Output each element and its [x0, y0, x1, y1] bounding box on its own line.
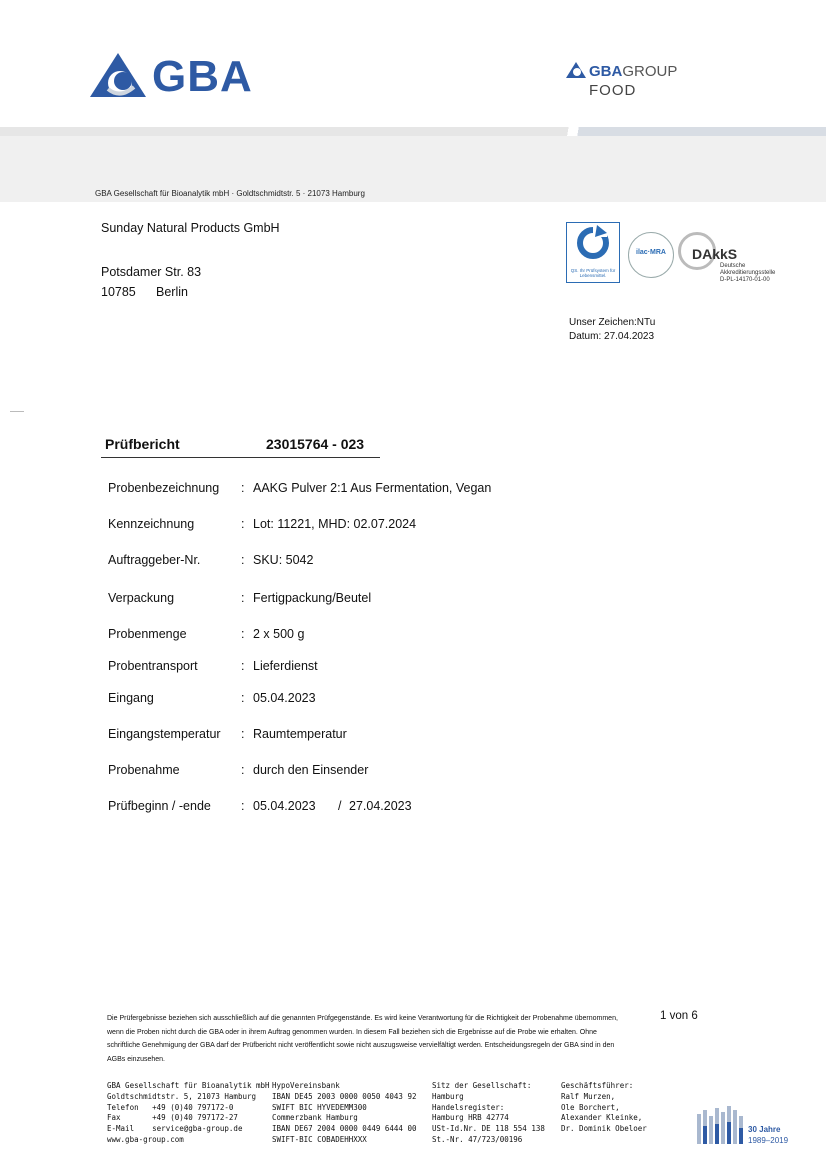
field-label: Probentransport: [108, 659, 198, 673]
anniversary-logo-icon: [697, 1104, 743, 1146]
footer-registry: Sitz der Gesellschaft: Hamburg Handelsregister: Hamburg HRB 42774 USt-Id.Nr. DE 118 554 138 St.-Nr. 47/723/00196: [432, 1081, 545, 1144]
field-label: Verpackung: [108, 591, 175, 605]
title-underline: [101, 457, 380, 458]
recipient-city: Berlin: [156, 285, 188, 299]
footer-management: Geschäftsführer: Ralf Murzen, Ole Borchert, Alexander Kleinke, Dr. Dominik Obeloer: [561, 1081, 647, 1134]
field-label: Kennzeichnung: [108, 517, 195, 531]
ilac-mra-logo: ilac·MRA: [628, 232, 674, 278]
footer-bank: HypoVereinsbank IBAN DE45 2003 0000 0050 4043 92 SWIFT BIC HYVEDEMM300 Commerzbank Hamburg IBAN DE67 2004 0000 0449 6444 00 SWIFT-BIC COBADEHHXXX: [272, 1081, 417, 1144]
field-colon: :: [241, 553, 245, 567]
header-stripe: [0, 127, 826, 136]
field-colon: :: [241, 691, 245, 705]
disclaimer: Die Prüfergebnisse beziehen sich ausschließlich auf die genannten Prüfgegenstände. Es wird keine Verantwortung für die Richtigkeit der Probenahme übernommen, wenn die Proben nicht durch die GBA oder in ihrem Auftrag genommen wurden. In diesem Fall beziehen sich die Ergebnisse auf die Probe wie erhalten. Ohne schriftliche Genehmigung der GBA darf der Prüfbericht nicht veröffentlicht sowie nicht auszugsweise vervielfältigt werden. Entscheidungsregeln der GBA sind in den AGBs einzusehen.: [107, 1015, 618, 1063]
field-label: Prüfbeginn / -ende: [108, 799, 211, 813]
field-colon: :: [241, 799, 245, 813]
field-label: Probenmenge: [108, 627, 187, 641]
field-value: 05.04.2023: [253, 691, 316, 705]
gba-group-food: FOOD: [589, 82, 637, 99]
gba-group-logo-icon: [566, 62, 586, 78]
field-value: durch den Einsender: [253, 763, 369, 777]
page-indicator: 1 von 6: [660, 1010, 698, 1022]
report-number: 23015764 - 023: [266, 436, 365, 452]
anniversary-years: 1989–2019: [748, 1136, 789, 1145]
anniversary-title: 30 Jahre: [748, 1125, 781, 1134]
field-value: AAKG Pulver 2:1 Aus Fermentation, Vegan: [253, 481, 492, 495]
qs-arrow-icon: [567, 223, 619, 263]
field-label: Eingang: [108, 691, 154, 705]
gba-logo-icon: [90, 53, 146, 97]
report-title: Prüfbericht: [105, 436, 180, 452]
field-value: SKU: 5042: [253, 553, 314, 567]
qs-label: QS. Ihr Prüfsystem für Lebensmittel.: [570, 268, 616, 278]
gba-group-logo: GBAGROUP: [589, 63, 678, 80]
field-label: Auftraggeber-Nr.: [108, 553, 201, 567]
field-value: Fertigpackung/Beutel: [253, 591, 372, 605]
field-colon: :: [241, 517, 245, 531]
document-date: Datum: 27.04.2023: [569, 331, 655, 342]
dakks-logo: DAkkS: [692, 246, 738, 262]
qs-certification-logo: [566, 222, 620, 283]
field-colon: :: [241, 627, 245, 641]
dakks-subtitle: Deutsche Akkreditierungsstelle D-PL-14170-01-00: [720, 263, 776, 283]
field-value: 05.04.2023: [253, 799, 316, 813]
field-value: Lieferdienst: [253, 659, 318, 673]
recipient-street: Potsdamer Str. 83: [101, 265, 202, 279]
field-colon: :: [241, 727, 245, 741]
field-value-end: 27.04.2023: [349, 799, 412, 813]
sender-line: GBA Gesellschaft für Bioanalytik mbH · Goldtschmidtstr. 5 · 21073 Hamburg: [95, 189, 365, 198]
field-label: Eingangstemperatur: [108, 727, 221, 741]
gba-logo: GBA: [152, 52, 253, 101]
field-colon: :: [241, 659, 245, 673]
fold-mark: [10, 411, 24, 412]
field-separator: /: [338, 799, 342, 813]
field-label: Probenbezeichnung: [108, 481, 220, 495]
our-reference: Unser Zeichen:NTu: [569, 317, 656, 328]
field-value: Lot: 11221, MHD: 02.07.2024: [253, 517, 417, 531]
recipient-zip: 10785: [101, 285, 136, 299]
field-colon: :: [241, 481, 245, 495]
footer-company: GBA Gesellschaft für Bioanalytik mbH Goldtschmidtstr. 5, 21073 Hamburg Telefon +49 (0)40 797172-0 Fax +49 (0)40 797172-27 E-Mail service@gba-group.de www.gba-group.com: [107, 1081, 270, 1144]
recipient-company: Sunday Natural Products GmbH: [101, 221, 280, 235]
field-label: Probenahme: [108, 763, 180, 777]
field-colon: :: [241, 763, 245, 777]
field-value: Raumtemperatur: [253, 727, 347, 741]
field-value: 2 x 500 g: [253, 627, 305, 641]
field-colon: :: [241, 591, 245, 605]
